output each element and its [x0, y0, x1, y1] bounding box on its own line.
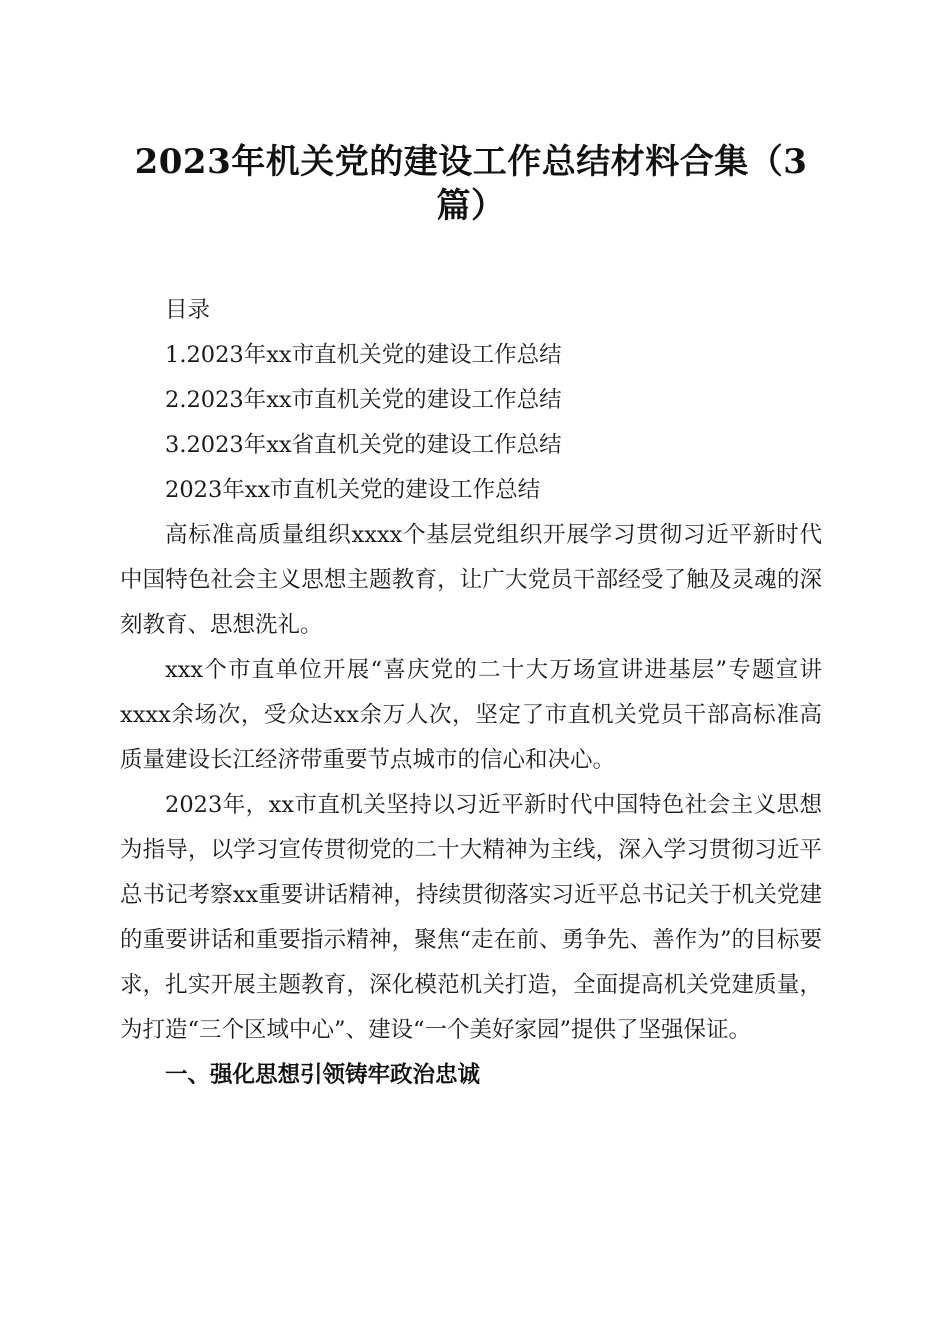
table-of-contents — [120, 288, 822, 513]
document-body — [120, 513, 822, 1053]
document-title: 2023年机关党的建设工作总结材料合集（3篇） — [134, 142, 808, 226]
toc-item-3: 3.2023年xx省直机关党的建设工作总结 — [165, 432, 562, 458]
toc-label: 目录 — [165, 297, 211, 323]
section-heading-1: 一、强化思想引领铸牢政治忠诚 — [165, 1062, 481, 1088]
paragraph-2: xxx个市直单位开展“喜庆党的二十大万场宣讲进基层”专题宣讲xxxx余场次，受众达xx余万人次，坚定了市直机关党员干部高标准高质量建设长江经济带重要节点城市的信心和决心。 — [120, 657, 822, 773]
toc-item-2: 2.2023年xx市直机关党的建设工作总结 — [165, 387, 562, 413]
paragraph-1: 高标准高质量组织xxxx个基层党组织开展学习贯彻习近平新时代中国特色社会主义思想主题教育，让广大党员干部经受了触及灵魂的深刻教育、思想洗礼。 — [120, 522, 822, 638]
paragraph-3: 2023年，xx市直机关坚持以习近平新时代中国特色社会主义思想为指导，以学习宣传贯彻党的二十大精神为主线，深入学习贯彻习近平总书记考察xx重要讲话精神，持续贯彻落实习近平总书记关于机关党建的重要讲话和重要指示精神，聚焦“走在前、勇争先、善作为”的目标要求，扎实开展主题教育，深化模范机关打造，全面提高机关党建质量，为打造“三个区域中心”、建设“一个美好家园”提供了坚强保证。 — [120, 792, 822, 1043]
section-title: 2023年xx市直机关党的建设工作总结 — [165, 477, 541, 503]
toc-item-1: 1.2023年xx市直机关党的建设工作总结 — [165, 342, 562, 368]
